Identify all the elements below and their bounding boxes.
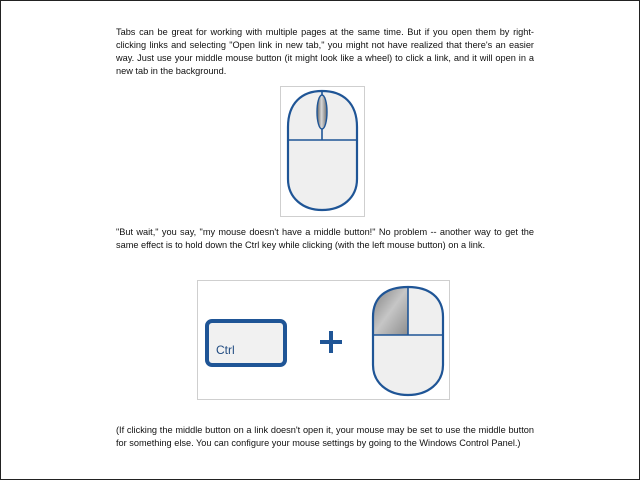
plus-icon bbox=[320, 331, 342, 353]
ctrl-key-icon bbox=[205, 319, 287, 367]
ctrl-key-label: Ctrl bbox=[216, 343, 235, 357]
ctrl-click-figure bbox=[197, 280, 450, 400]
middle-click-figure bbox=[280, 86, 365, 217]
no-middle-button-paragraph: "But wait," you say, "my mouse doesn't have a middle button!" No problem -- another way to get the same effect is to hold down the Ctrl key while clicking (with the left mouse button) on a link. bbox=[116, 227, 534, 250]
settings-note-paragraph: (If clicking the middle button on a link doesn't open it, your mouse may be set to use the middle button for something else. You can configure your mouse settings by going to the Windows Control Panel.) bbox=[116, 425, 534, 448]
mouse-middle-button-icon bbox=[281, 87, 364, 216]
intro-paragraph: Tabs can be great for working with multiple pages at the same time. But if you open them by right-clicking links and selecting "Open link in new tab," you might not have realized that there's an easier way. Just use your middle mouse button (it might look like a wheel) to click a link, and it will open in a new tab in the background. bbox=[116, 27, 534, 76]
mouse-left-button-icon bbox=[371, 285, 447, 398]
